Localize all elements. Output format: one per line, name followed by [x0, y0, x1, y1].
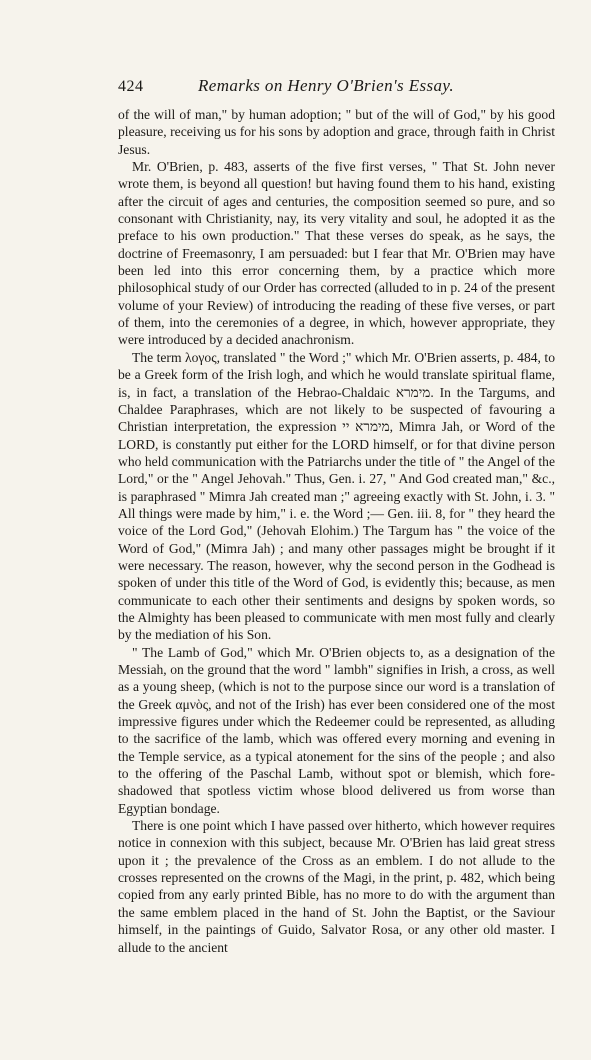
paragraph: Mr. O'Brien, p. 483, asserts of the five first verses, " That St. John never wrote them, is beyond all question! but having found them to his hand, existing after the circuit of ages and centuries, the composition seemed so pure, and so consonant with Christianity, nay, its very vitality and soul, he adopted it as the preface to his own production." That these verses do speak, as he says, the doctrine of Freemasonry, I am persuaded: but I fear that Mr. O'Brien may have been led into this error concerning them, by a practice which more philosophical study of our Order has corrected (alluded to in p. 24 of the present volume of your Review) of introducing the reading of these five verses, or part of them, into the ceremonies of a degree, in which, however appropriate, they were introduced by a decided anachronism.: [118, 159, 555, 348]
body-text: [118, 106, 555, 956]
paragraph: There is one point which I have passed over hitherto, which however requires notice in connexion with this subject, because Mr. O'Brien has laid great stress upon it ; the prevalence of the Cross as an emblem. I do not allude to the crosses represented on the crowns of the Magi, in the print, p. 482, which being copied from any early printed Bible, has no more to do with the argument than the same emblem placed in the hand of St. John the Baptist, or the Saviour himself, in the paintings of Guido, Salvator Rosa, or any other old master. I allude to the ancient: [118, 818, 555, 955]
header-title: Remarks on Henry O'Brien's Essay.: [198, 76, 455, 95]
running-head: [118, 76, 555, 102]
paragraph: of the will of man," by human adoption; " but of the will of God," by his good pleasure, receiving us for his sons by adoption and grace, through faith in Christ Jesus.: [118, 107, 555, 157]
paragraph: The term λογος, translated " the Word ;" which Mr. O'Brien asserts, p. 484, to be a Greek form of the Irish logh, and which he would translate spiritual flame, is, in fact, a translation of the Hebrao-Chaldaic מימרא. In the Targums, and Chaldee Paraphrases, which are not likely to be suspected of favouring a Christian interpretation, the expression מימרא יי, Mimra Jah, or Word of the LORD, is constantly put either for the LORD himself, or for that divine person who held communication with the Patriarchs under the title of " the Angel of the Lord," or the " Angel Jehovah." Thus, Gen. i. 27, " And God created man," &c., is paraphrased " Mimra Jah created man ;" agreeing exactly with St. John, i. 3. " All things were made by him," i. e. the Word ;— Gen. iii. 8, for " they heard the voice of the Lord God," (Jehovah Elohim.) The Targum has " the voice of the Word of God," (Mimra Jah) ; and many other passages might be brought if it were necessary. The reason, however, why the second person in the Godhead is spoken of under this title of the Word of God, is evidently this; because, as men communicate to each other their sentiments and designs by spoken words, so the Almighty has been pleased to communicate with men most fully and clearly by the mediation of his Son.: [118, 349, 555, 643]
paragraph: " The Lamb of God," which Mr. O'Brien objects to, as a designation of the Messiah, on the ground that the word " lambh" signifies in Irish, a cross, as well as a young sheep, (which is not to the purpose since our word is a translation of the Greek αμνὸς, and not of the Irish) has ever been considered one of the most impressive figures under which the Redeemer could be represented, as alluding to the sacrifice of the lamb, which was offered every morning and evening in the Temple service, as a typical atonement for the sins of the people ; and also to the offering of the Paschal Lamb, without spot or blemish, which fore-shadowed that spotless victim whose blood delivered us from worse than Egyptian bondage.: [118, 644, 555, 816]
page-number: 424: [118, 78, 144, 95]
